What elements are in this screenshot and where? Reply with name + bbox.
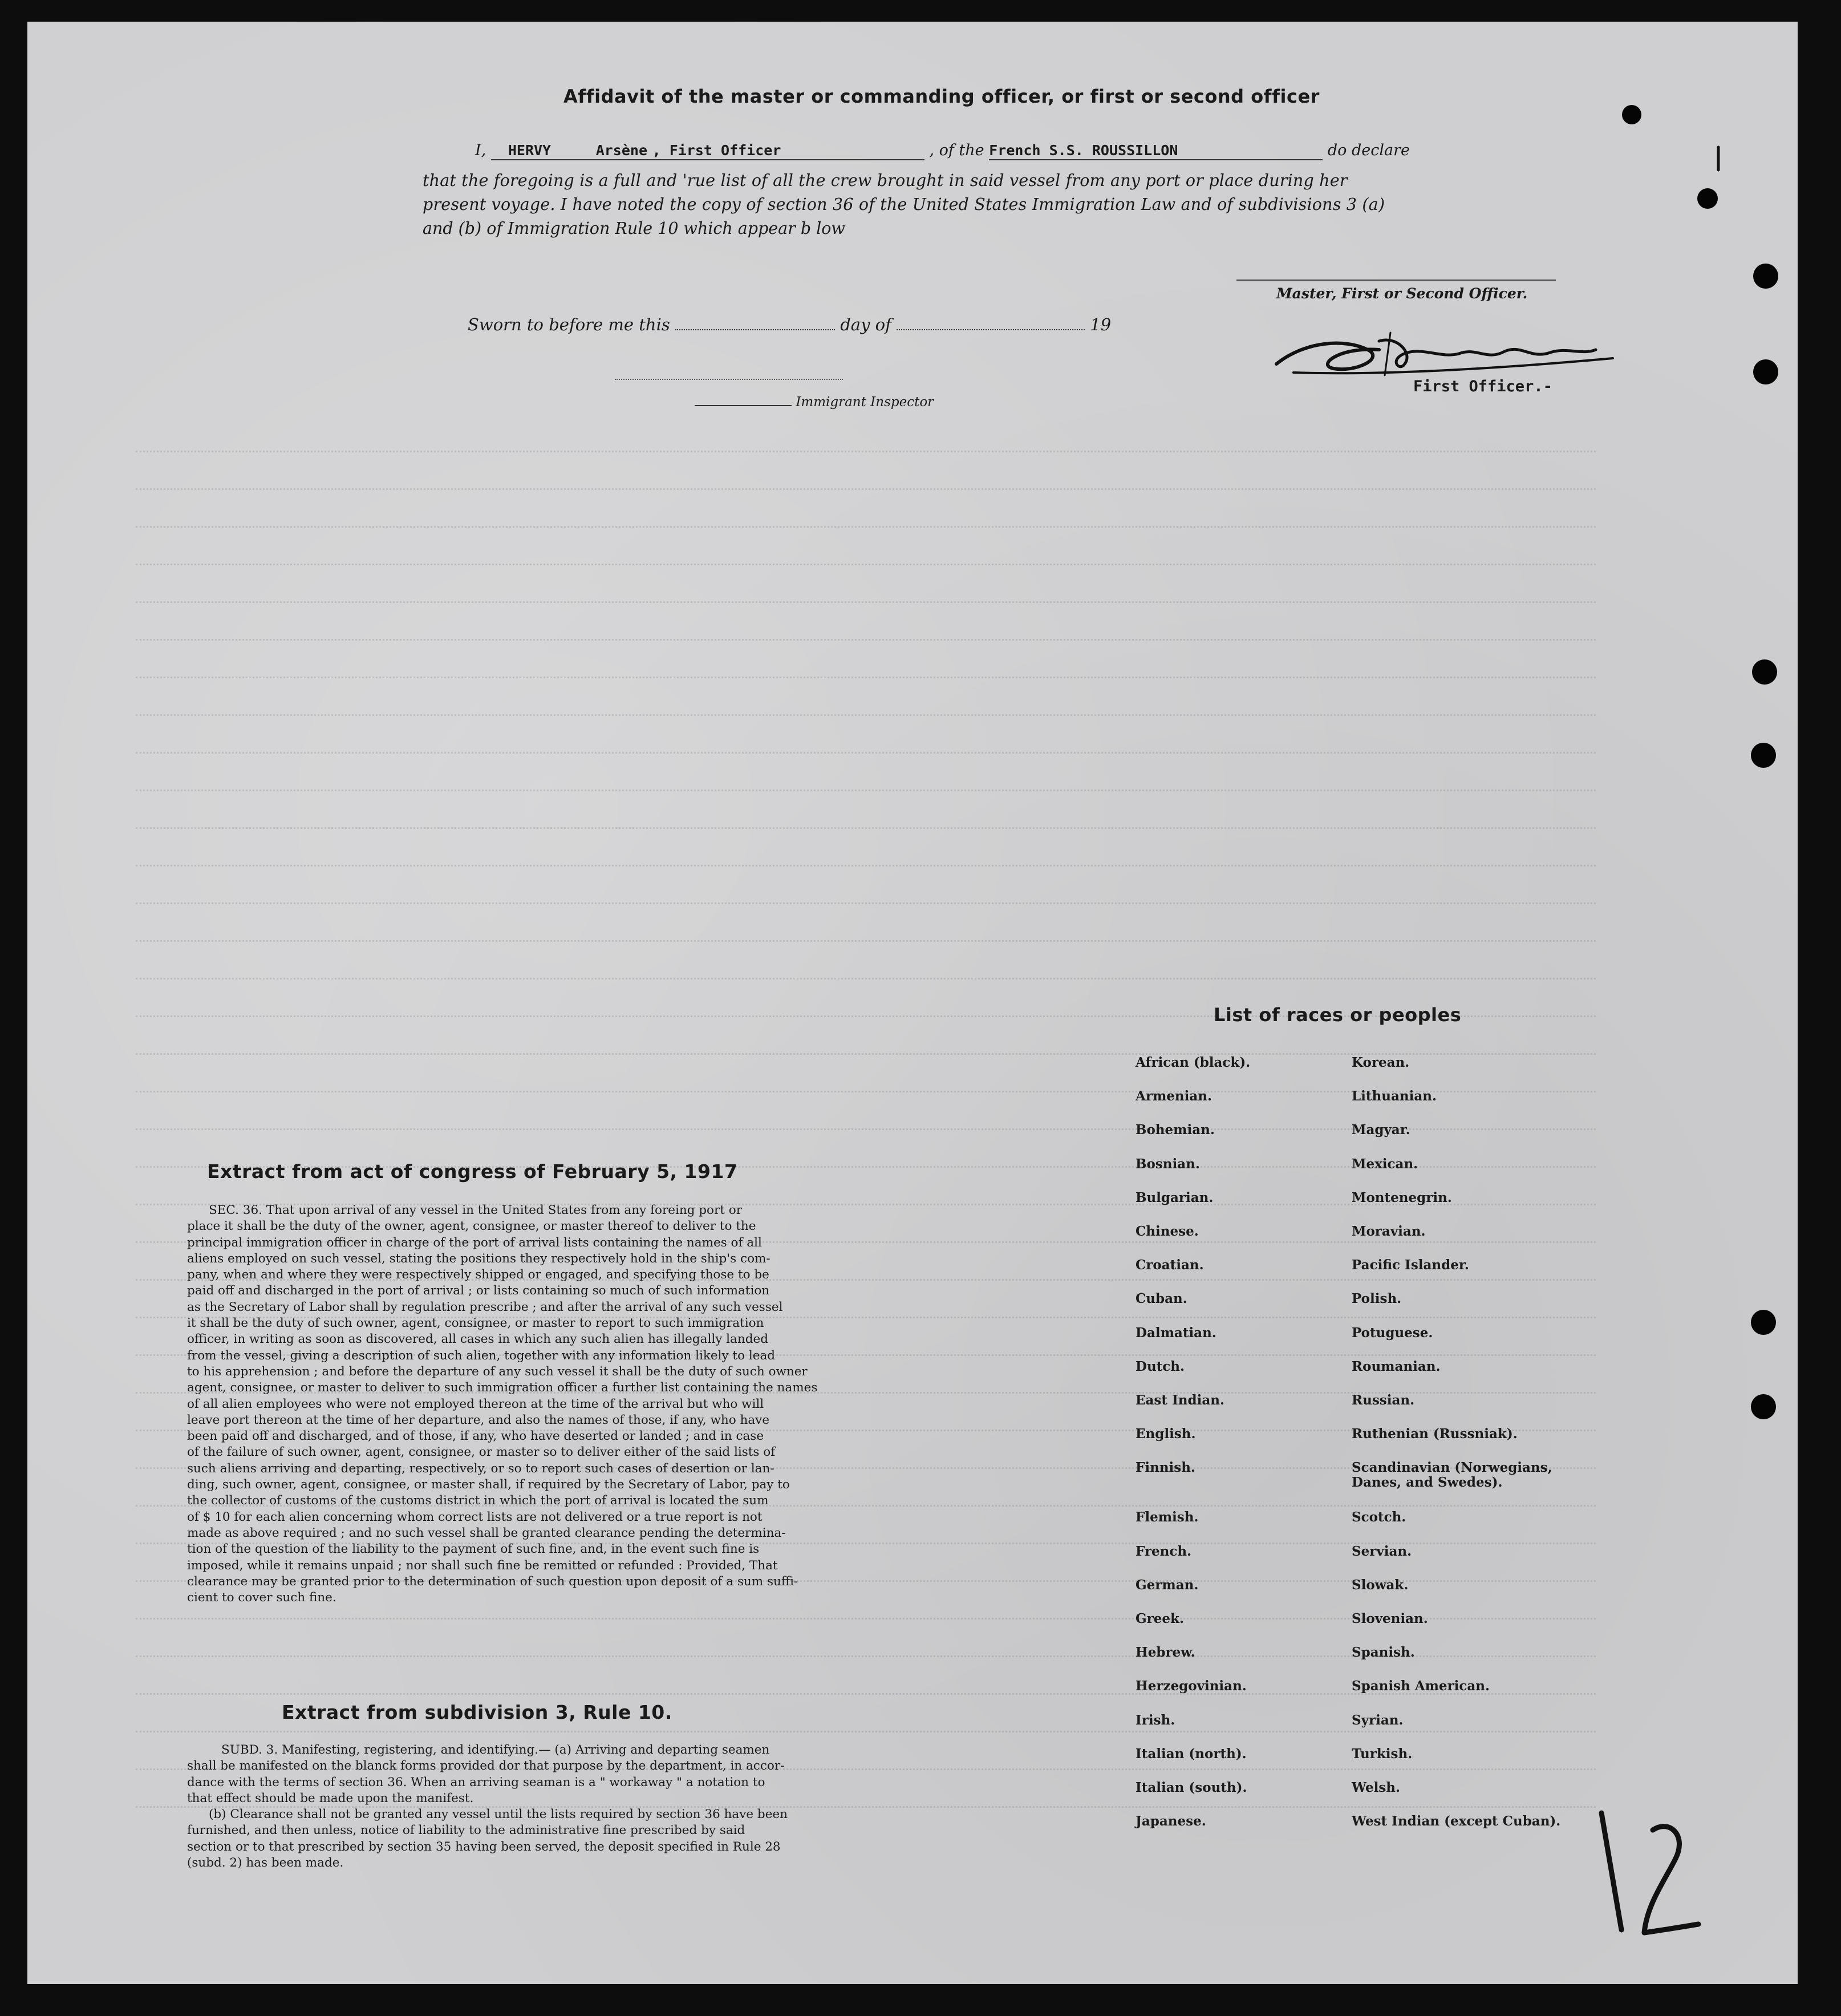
- race-item: Chinese.: [1136, 1223, 1199, 1239]
- race-item: Welsh.: [1352, 1779, 1401, 1795]
- extract1-line: imposed, while it remains unpaid ; nor shall such fine be remitted or refunded : Provided, That: [187, 1558, 778, 1573]
- race-item: Moravian.: [1352, 1223, 1426, 1239]
- race-item: Dalmatian.: [1136, 1325, 1216, 1341]
- race-item: Ruthenian (Russniak).: [1352, 1426, 1518, 1442]
- race-item: Montenegrin.: [1352, 1189, 1452, 1205]
- declarant-name: HERVY: [508, 142, 552, 159]
- extract1-line: cient to cover such fine.: [187, 1590, 336, 1605]
- affidavit-i: I,: [475, 141, 486, 159]
- extract1-line: principal immigration officer in charge of the port of arrival lists containing the names of all: [187, 1235, 762, 1250]
- extract1-line: clearance may be granted prior to the determination of such question upon deposit of a sum suffi-: [187, 1574, 798, 1589]
- race-item: Syrian.: [1352, 1712, 1404, 1728]
- race-item: Herzegovinian.: [1136, 1678, 1247, 1694]
- extract1-line: the collector of customs of the customs district in which the port of arrival is located the sum: [187, 1493, 769, 1508]
- extract1-body: [187, 1203, 849, 1606]
- declarant-firstname: Arsène: [595, 142, 648, 159]
- master-caption: Master, First or Second Officer.: [1276, 285, 1528, 302]
- vessel-name: French S.S. ROUSSILLON: [989, 142, 1178, 159]
- race-item: Magyar.: [1352, 1122, 1410, 1138]
- extract1-line: aliens employed on such vessel, stating the positions they respectively hold in the ship's com-: [187, 1251, 771, 1266]
- extract1-line: from the vessel, giving a description of such alien, together with any information likely to lead: [187, 1348, 776, 1363]
- race-item: East Indian.: [1136, 1392, 1224, 1408]
- extract1-line: paid off and discharged in the port of arrival ; or lists containing so much of such information: [187, 1284, 770, 1298]
- race-item: Irish.: [1136, 1712, 1175, 1728]
- year-prefix-text: 19: [1090, 315, 1112, 334]
- race-item: Mexican.: [1352, 1156, 1418, 1172]
- extract2-line: (subd. 2) has been made.: [187, 1856, 344, 1871]
- inspector-upper-line: [615, 379, 843, 380]
- extract1-line: made as above required ; and no such vessel shall be granted clearance pending the determina-: [187, 1525, 786, 1540]
- race-item: Hebrew.: [1136, 1645, 1195, 1661]
- do-declare-text: do declare: [1327, 141, 1410, 159]
- affidavit-line-4: and (b) of Immigration Rule 10 which appear b low: [423, 219, 845, 238]
- race-item: Slowak.: [1352, 1577, 1409, 1593]
- extract1-line: agent, consignee, or master to deliver to such immigration officer a further list containing the names: [187, 1381, 818, 1395]
- declarant-field: [491, 141, 924, 160]
- race-item: Potuguese.: [1352, 1325, 1433, 1341]
- extract1-line: pany, when and where they were respectively shipped or engaged, and specifying those to be: [187, 1268, 769, 1282]
- extract2-line: that effect should be made upon the manifest.: [187, 1791, 474, 1806]
- race-item: Cuban.: [1136, 1291, 1187, 1307]
- vessel-field: [989, 141, 1323, 160]
- race-item: African (black).: [1136, 1055, 1251, 1070]
- extract2-body: [187, 1742, 849, 1871]
- race-item: Russian.: [1352, 1392, 1415, 1408]
- document-sheet: [27, 22, 1798, 1984]
- officer-signature: [1271, 318, 1647, 387]
- inspector-caption: [695, 395, 934, 410]
- affidavit-line-2: that the foregoing is a full and 'rue list of all the crew brought in said vessel from any port or place during her: [423, 171, 1348, 190]
- day-of-text: day of: [840, 315, 891, 334]
- race-item: Bosnian.: [1136, 1156, 1200, 1172]
- race-item: Finnish.: [1136, 1460, 1195, 1476]
- extract1-line: of all alien employees who were not employed thereon at the time of the arrival but who will: [187, 1396, 764, 1411]
- race-item-spacer: [1352, 1494, 1603, 1510]
- extract1-line: it shall be the duty of such owner, agent, consignee, or master to report to such immigration: [187, 1316, 764, 1331]
- punch-hole: [1622, 105, 1641, 124]
- race-item: West Indian (except Cuban).: [1352, 1813, 1561, 1829]
- extract1-line: officer, in writing as soon as discovered, all cases in which any such alien has illegally landed: [187, 1332, 768, 1347]
- race-item-spacer: [1136, 1494, 1341, 1510]
- extract1-line: of the failure of such owner, agent, consignee, or master so to deliver either of the said lists of: [187, 1445, 776, 1460]
- inspector-lead-line: [695, 405, 792, 406]
- punch-hole: [1751, 743, 1776, 768]
- extract1-line: ding, such owner, agent, consignee, or master shall, if required by the Secretary of Labor, pay to: [187, 1477, 790, 1492]
- extract1-heading: Extract from act of congress of February 5, 1917: [207, 1160, 738, 1183]
- race-item: English.: [1136, 1426, 1196, 1442]
- race-item: Servian.: [1352, 1543, 1412, 1559]
- race-item: Bohemian.: [1136, 1122, 1215, 1138]
- sworn-day-field: [675, 329, 835, 330]
- sworn-month-field: [897, 329, 1085, 330]
- race-item: Armenian.: [1136, 1088, 1213, 1104]
- extract1-line: SEC. 36. That upon arrival of any vessel in the United States from any foreing port or: [209, 1203, 742, 1217]
- extract1-line: such aliens arriving and departing, respectively, or so to report such cases of desertion or lan-: [187, 1461, 774, 1476]
- master-signature-line: [1236, 280, 1556, 281]
- extract1-line: place it shall be the duty of the owner, agent, consignee, or master thereof to deliver to the: [187, 1219, 756, 1234]
- race-item: Japanese.: [1136, 1813, 1206, 1829]
- race-item: Scandinavian (Norwegians, Danes, and Swedes).: [1352, 1460, 1552, 1491]
- punch-hole: [1751, 1310, 1776, 1335]
- handwritten-page-number: [1590, 1796, 1716, 1961]
- extract2-heading: Extract from subdivision 3, Rule 10.: [282, 1701, 672, 1723]
- race-item: Italian (north).: [1136, 1746, 1247, 1762]
- race-item: Flemish.: [1136, 1509, 1199, 1525]
- extract2-line: dance with the terms of section 36. When an arriving seaman is a " workaway " a notation to: [187, 1775, 765, 1790]
- race-item: Turkish.: [1352, 1746, 1413, 1762]
- extract1-line: leave port thereon at the time of her departure, and also the names of those, if any, who have: [187, 1412, 770, 1427]
- extract2-line: furnished, and then unless, notice of liability to the administrative fine prescribed by said: [187, 1823, 745, 1838]
- race-item: French.: [1136, 1543, 1192, 1559]
- extract2-line: (b) Clearance shall not be granted any vessel until the lists required by section 36 have been: [209, 1807, 788, 1822]
- race-item: Slovenian.: [1352, 1611, 1428, 1626]
- affidavit-line-1: [475, 141, 1587, 160]
- race-item: Spanish.: [1352, 1645, 1415, 1661]
- punch-hole: [1751, 1394, 1776, 1419]
- races-left-column: [1136, 1055, 1341, 1848]
- extract1-line: of $ 10 for each alien concerning whom correct lists are not delivered or a true report is not: [187, 1509, 763, 1524]
- race-item: Dutch.: [1136, 1358, 1185, 1374]
- punch-hole: [1697, 188, 1718, 209]
- inspector-caption-text: Immigrant Inspector: [796, 395, 934, 410]
- punch-hole: [1753, 264, 1778, 289]
- affidavit-heading: Affidavit of the master or commanding officer, or first or second officer: [563, 86, 1320, 107]
- race-item: Roumanian.: [1352, 1358, 1441, 1374]
- race-item: Greek.: [1136, 1611, 1184, 1626]
- extract1-line: tion of the question of the liability to the payment of such fine, and, in the event such fine is: [187, 1542, 760, 1557]
- extract2-line: SUBD. 3. Manifesting, registering, and identifying.— (a) Arriving and departing seamen: [221, 1743, 770, 1757]
- race-item: Lithuanian.: [1352, 1088, 1437, 1104]
- extract2-line: section or to that prescribed by section 35 having been served, the deposit specified in Rule 28: [187, 1839, 781, 1854]
- races-heading: List of races or peoples: [1214, 1004, 1462, 1026]
- affidavit-line-3: present voyage. I have noted the copy of section 36 of the United States Immigration Law and of subdivisions 3 (a): [423, 195, 1385, 214]
- race-item: Bulgarian.: [1136, 1189, 1214, 1205]
- races-right-column: [1352, 1055, 1603, 1848]
- of-the-text: , of the: [929, 141, 984, 159]
- extract1-line: to his apprehension ; and before the departure of any such vessel it shall be the duty of such owner: [187, 1364, 808, 1379]
- sworn-line: [468, 315, 1111, 334]
- race-item: Scotch.: [1352, 1509, 1406, 1525]
- race-item: Polish.: [1352, 1291, 1402, 1307]
- extract1-line: been paid off and discharged, and of those, if any, who have deserted or landed ; and in case: [187, 1429, 764, 1444]
- extract1-line: as the Secretary of Labor shall by regulation prescribe ; and after the arrival of any such vessel: [187, 1300, 783, 1314]
- race-item: Spanish American.: [1352, 1678, 1490, 1694]
- punch-hole: [1753, 359, 1778, 384]
- race-item: Korean.: [1352, 1055, 1410, 1070]
- sworn-text: Sworn to before me this: [468, 315, 670, 334]
- declarant-rank: , First Officer: [652, 142, 781, 159]
- extract2-line: shall be manifested on the blanck forms provided dor that purpose by the department, in accor-: [187, 1759, 785, 1774]
- punch-hole: [1752, 659, 1777, 685]
- race-item: Croatian.: [1136, 1257, 1204, 1273]
- race-item: Pacific Islander.: [1352, 1257, 1469, 1273]
- signature-title: First Officer.-: [1413, 378, 1552, 395]
- race-item: German.: [1136, 1577, 1199, 1593]
- pencil-tick-mark: [1713, 144, 1724, 173]
- race-item: Italian (south).: [1136, 1779, 1247, 1795]
